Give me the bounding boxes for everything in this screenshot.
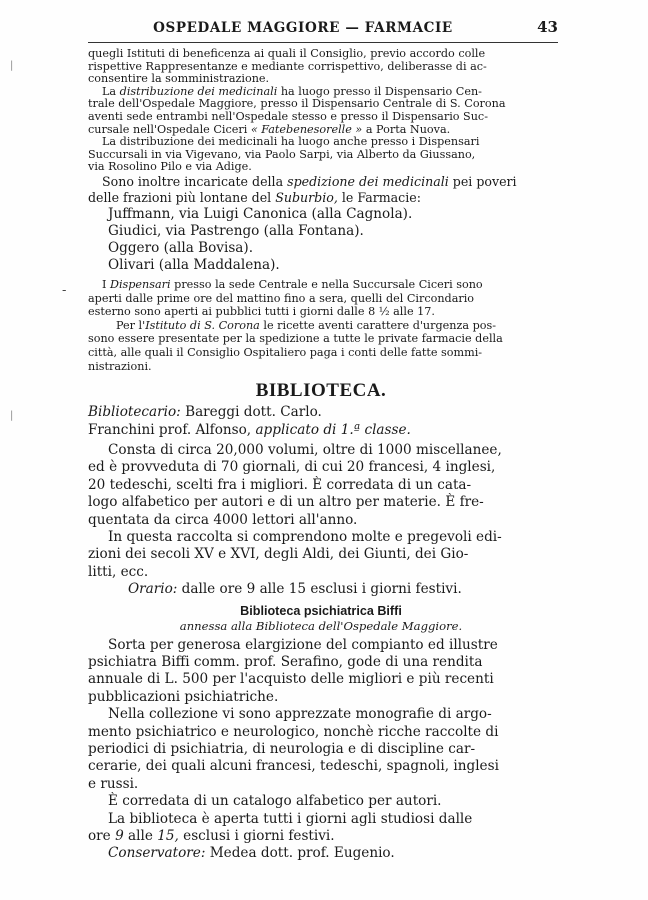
text-line: litti, ecc. bbox=[88, 563, 149, 580]
text-run: alle bbox=[123, 828, 158, 845]
intro-paragraph bbox=[88, 48, 554, 86]
biffi-paragraph-1 bbox=[88, 637, 554, 707]
text-line: esterno sono aperti ai pubblici tutti i giorni dalle 8 ½ alle 17. bbox=[88, 305, 435, 319]
text-line: città, alle quali il Consiglio Ospitaliero paga i conti delle fatte sommi- bbox=[88, 345, 483, 359]
text-run: presso la sede Centrale e nella Succursale Ciceri sono bbox=[170, 277, 483, 291]
margin-dash-mark: - bbox=[62, 283, 67, 298]
role: applicato di 1.ª classe. bbox=[255, 421, 411, 438]
bibliotecario-line bbox=[88, 404, 554, 421]
text-line: Consta di circa 20,000 volumi, oltre di 1000 miscellanee, bbox=[108, 441, 502, 458]
text-run: pei poveri bbox=[448, 173, 517, 189]
text-line: consentire la somministrazione. bbox=[88, 72, 270, 86]
list-item: Olivari (alla Maddalena). bbox=[108, 256, 280, 273]
text-run: cursale nell'Ospedale Ciceri bbox=[88, 122, 251, 136]
italic-term: 9 bbox=[115, 828, 124, 845]
italic-term: Dispensari bbox=[109, 277, 171, 291]
running-title: OSPEDALE MAGGIORE — FARMACIE bbox=[153, 20, 453, 36]
list-item: Juffmann, via Luigi Canonica (alla Cagnola). bbox=[108, 205, 413, 222]
label: Bibliotecario: bbox=[88, 404, 181, 421]
margin-mark: | bbox=[10, 60, 14, 71]
list-item: Oggero (alla Bovisa). bbox=[108, 239, 254, 256]
text-line: ed è provveduta di 70 giornali, di cui 20 francesi, 4 inglesi, bbox=[88, 459, 496, 476]
text-run: le ricette aventi carattere d'urgenza pos- bbox=[259, 318, 497, 332]
text-line: pubblicazioni psichiatriche. bbox=[88, 688, 279, 705]
text-run: La bbox=[102, 84, 120, 98]
text-line: Sorta per generosa elargizione del compianto ed illustre bbox=[108, 636, 498, 653]
assistant-line bbox=[88, 422, 554, 439]
text-line: mento psichiatrico e neurologico, nonchè ricche raccolte di bbox=[88, 723, 499, 740]
text-run: a Porta Nuova. bbox=[362, 122, 451, 136]
text-run: le Farmacie: bbox=[337, 189, 421, 205]
margin-mark: | bbox=[10, 410, 14, 421]
conservatore-line bbox=[88, 845, 554, 862]
text-run: esclusi i giorni festivi. bbox=[178, 828, 335, 845]
text-line: aperti dalle prime ore del mattino fino a sera, quelli del Circondario bbox=[88, 291, 475, 305]
italic-term: « Fatebenesorelle » bbox=[250, 122, 363, 136]
biblioteca-paragraph-2 bbox=[88, 529, 554, 581]
label: Conservatore: bbox=[108, 845, 206, 862]
distribuzione-paragraph bbox=[88, 86, 554, 174]
name: Medea dott. prof. Eugenio. bbox=[205, 845, 395, 862]
name: Franchini prof. Alfonso, bbox=[88, 421, 256, 438]
biffi-paragraph-4 bbox=[88, 811, 554, 846]
italic-term: distribuzione dei medicinali bbox=[119, 84, 278, 98]
text-line: via Rosolino Pilo e via Adige. bbox=[88, 160, 252, 174]
text-line: quentata da circa 4000 lettori all'anno. bbox=[88, 511, 358, 528]
italic-term: 15, bbox=[157, 828, 179, 845]
italic-term: Suburbio, bbox=[275, 189, 338, 205]
page-number: 43 bbox=[537, 18, 558, 36]
biffi-subheading: annessa alla Biblioteca dell'Ospedale Maggiore. bbox=[179, 618, 463, 633]
text-line: psichiatra Biffi comm. prof. Serafino, gode di una rendita bbox=[88, 653, 483, 670]
text-line: aventi sede entrambi nell'Ospedale stesso e presso il Dispensario Suc- bbox=[88, 109, 488, 123]
text-line: sono essere presentate per la spedizione a tutte le private farmacie della bbox=[88, 332, 503, 346]
text-run: ha luogo presso il Dispensario Cen- bbox=[277, 84, 482, 98]
text-line: periodici di psichiatria, di neurologia e di discipline car- bbox=[88, 741, 476, 757]
text-line: 20 tedeschi, scelti fra i migliori. È corredata di un cata- bbox=[88, 476, 472, 493]
italic-term: spedizione dei medicinali bbox=[287, 173, 449, 189]
text-run: Per l' bbox=[116, 318, 146, 332]
biblioteca-heading: BIBLIOTECA. bbox=[255, 380, 387, 402]
text-line: Succursali in via Vigevano, via Paolo Sarpi, via Alberto da Giussano, bbox=[88, 147, 476, 161]
text-line: e russi. bbox=[88, 775, 139, 792]
text-line: zioni dei secoli XV e XVI, degli Aldi, dei Giunti, dei Gio- bbox=[88, 546, 469, 563]
text-run: dalle ore 9 alle 15 esclusi i giorni festivi. bbox=[177, 581, 462, 598]
text-line: In questa raccolta si comprendono molte e pregevoli edi- bbox=[108, 528, 502, 545]
running-header bbox=[88, 14, 558, 40]
biffi-paragraph-3: È corredata di un catalogo alfabetico per autori. bbox=[108, 793, 442, 810]
text-line: La distribuzione dei medicinali ha luogo anche presso i Dispensari bbox=[102, 135, 480, 149]
text-line: rispettive Rappresentanze e mediante corrispettivo, deliberasse di ac- bbox=[88, 59, 487, 73]
text-line: trale dell'Ospedale Maggiore, presso il Dispensario Centrale di S. Corona bbox=[88, 97, 506, 111]
text-run: ore bbox=[88, 828, 116, 845]
text-run: Sono inoltre incaricate della bbox=[102, 173, 288, 189]
name: Bareggi dott. Carlo. bbox=[180, 404, 322, 421]
biffi-heading: Biblioteca psichiatrica Biffi bbox=[240, 603, 402, 618]
text-line: annuale di L. 500 per l'acquisto delle migliori e più recenti bbox=[88, 671, 494, 688]
spedizione-paragraph bbox=[88, 174, 554, 206]
orario-line bbox=[88, 581, 554, 598]
page-body bbox=[88, 48, 554, 863]
text-line: cerarie, dei quali alcuni francesi, tedeschi, spagnoli, inglesi bbox=[88, 758, 499, 775]
dispensari-paragraph bbox=[88, 278, 554, 373]
biffi-paragraph-2 bbox=[88, 706, 554, 793]
text-line: Nella collezione vi sono apprezzate monografie di argo- bbox=[108, 706, 492, 723]
text-line: nistrazioni. bbox=[88, 359, 152, 373]
pharmacy-list bbox=[88, 206, 554, 274]
text-line: La biblioteca è aperta tutti i giorni agli studiosi dalle bbox=[108, 810, 473, 827]
text-line: quegli Istituti di beneficenza ai quali il Consiglio, previo accordo colle bbox=[88, 47, 486, 60]
text-line: logo alfabetico per autori e di un altro per materie. È fre- bbox=[88, 494, 484, 511]
text-run: I bbox=[102, 277, 110, 291]
header-rule bbox=[88, 42, 558, 43]
list-item: Giudici, via Pastrengo (alla Fontana). bbox=[108, 222, 364, 239]
italic-term: Istituto di S. Corona bbox=[145, 318, 260, 332]
label: Orario: bbox=[128, 581, 178, 598]
text-run: delle frazioni più lontane del bbox=[88, 189, 276, 205]
biblioteca-paragraph-1 bbox=[88, 442, 554, 529]
